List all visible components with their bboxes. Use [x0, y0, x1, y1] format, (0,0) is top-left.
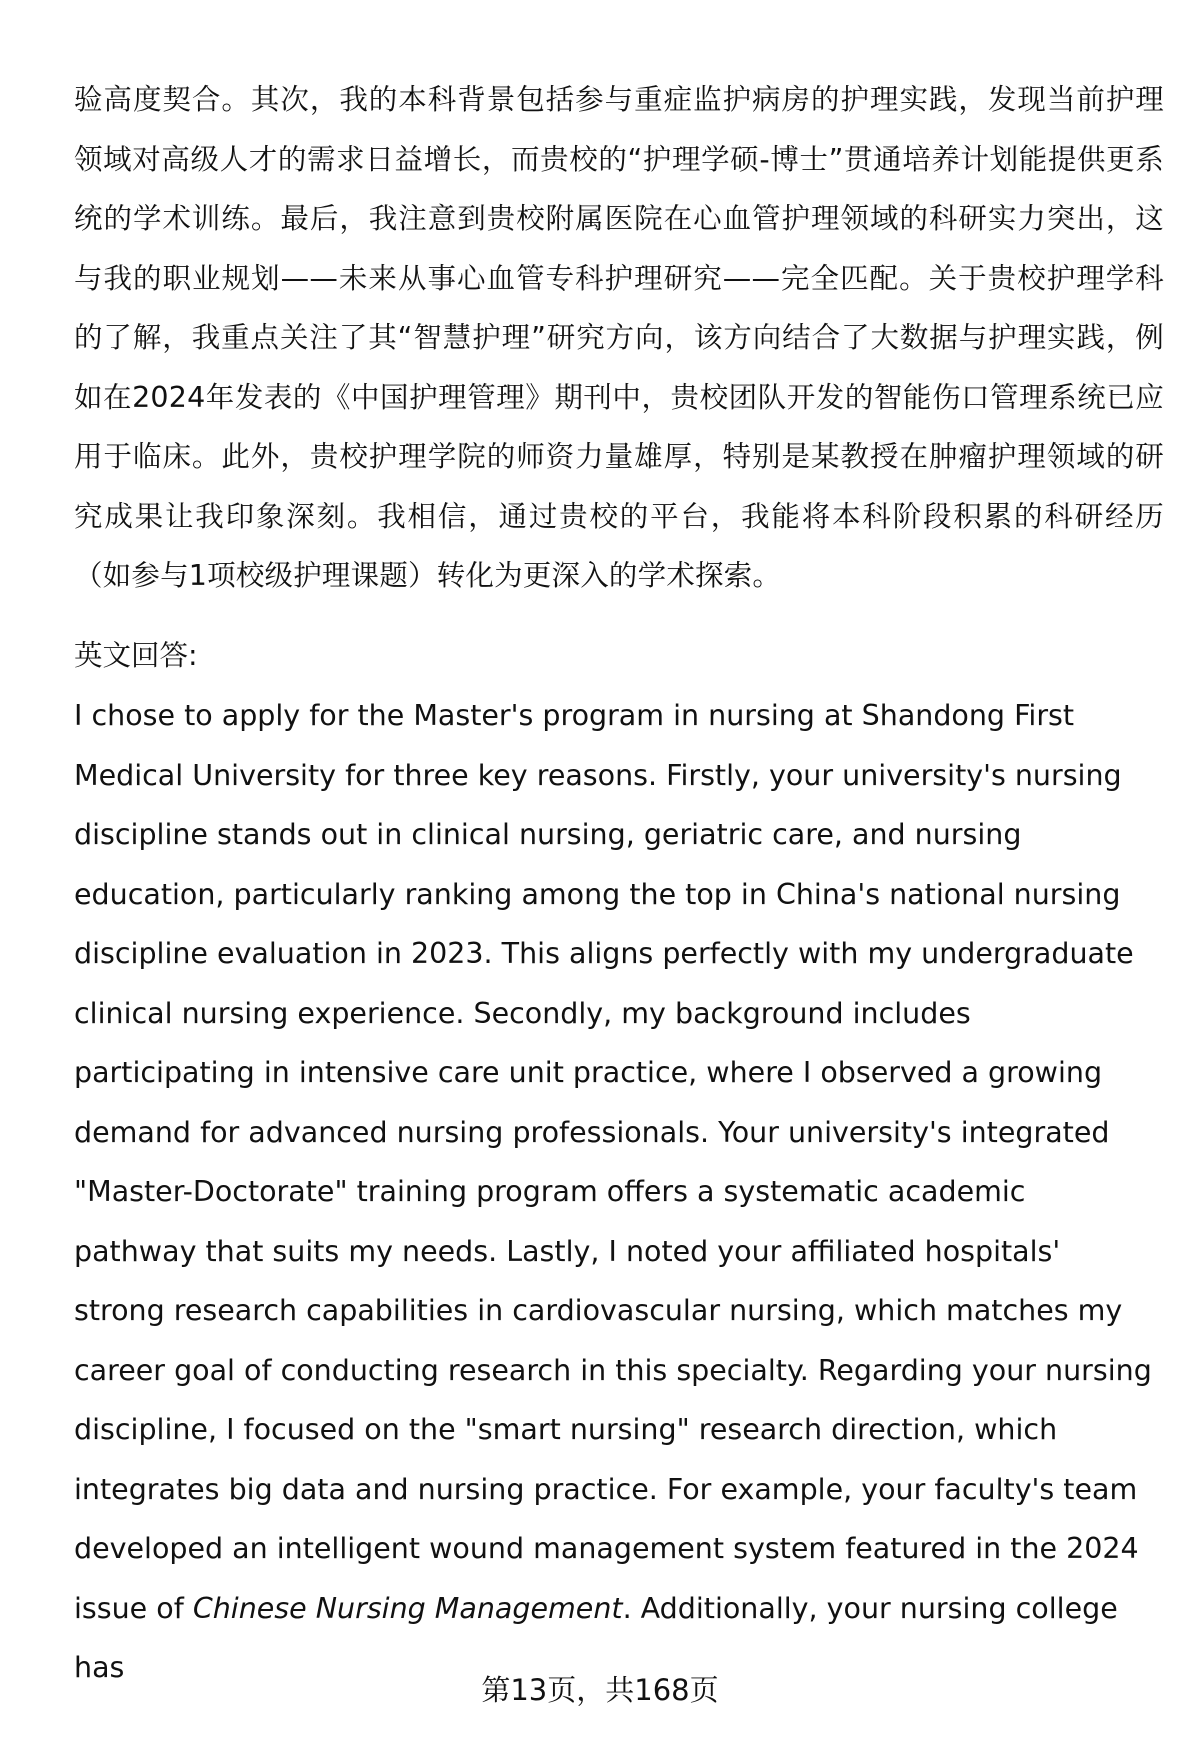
chinese-answer-paragraph: 验高度契合。其次，我的本科背景包括参与重症监护病房的护理实践，发现当前护理领域对高级人才的需求日益增长，而贵校的“护理学硕-博士”贯通培养计划能提供更系统的学术训练。最后，我注意到贵校附属医院在心血管护理领域的科研实力突出，这与我的职业规划——未来从事心血管专科护理研究——完全匹配。关于贵校护理学科的了解，我重点关注了其“智慧护理”研究方向，该方向结合了大数据与护理实践，例如在2024年发表的《中国护理管理》期刊中，贵校团队开发的智能伤口管理系统已应用于临床。此外，贵校护理学院的师资力量雄厚，特别是某教授在肿瘤护理领域的研究成果让我印象深刻。我相信，通过贵校的平台，我能将本科阶段积累的科研经历（如参与1项校级护理课题）转化为更深入的学术探索。 — [74, 83, 1164, 592]
english-answer-paragraph — [74, 686, 1154, 1698]
english-answer-text-part1: I chose to apply for the Master's program in nursing at Shandong First Medical University for three key reasons. Firstly, your university's nursing discipline stands out in clinical nursing, geriatric care, and nursing education, particularly ranking among the top in China's national nursing discipline evaluation in 2023. This aligns perfectly with my undergraduate clinical nursing experience. Secondly, my background includes participating in intensive care unit practice, where I observed a growing demand for advanced nursing professionals. Your university's integrated "Master-Doctorate" training program offers a systematic academic pathway that suits my needs. Lastly, I noted your affiliated hospitals' strong research capabilities in cardiovascular nursing, which matches my career goal of conducting research in this specialty. Regarding your nursing discipline, I focused on the "smart nursing" research direction, which integrates big data and nursing practice. For example, your faculty's team developed an intelligent wound management system featured in the 2024 issue of — [74, 699, 1152, 1625]
english-answer-text-part2: . Additionally, your nursing college has — [74, 1591, 1118, 1684]
page-footer: 第13页，共168页 — [481, 1673, 719, 1707]
english-answer-label: 英文回答: — [74, 639, 198, 672]
journal-title: Chinese Nursing Management — [192, 1591, 623, 1625]
